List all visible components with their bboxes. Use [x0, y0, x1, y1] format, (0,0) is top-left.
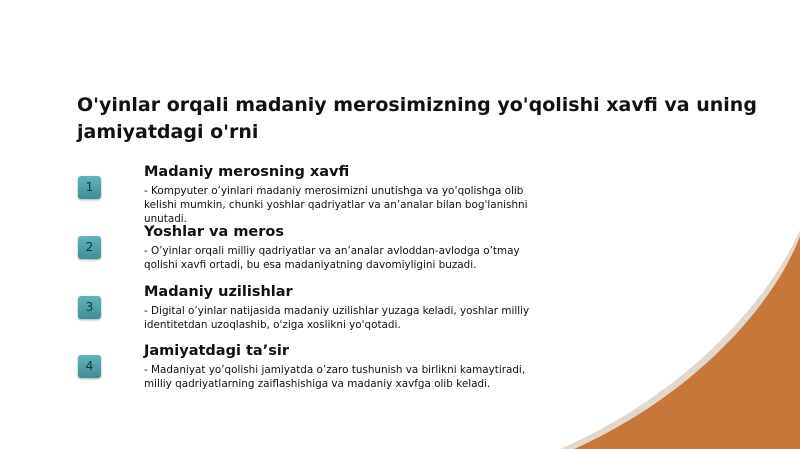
- number-badge: 1: [78, 176, 101, 199]
- item-description: - Digital o’yinlar natijasida madaniy uzilishlar yuzaga keladi, yoshlar milliy identitetdan uzoqlashib, o'ziga xoslikni yo'qotadi.: [144, 305, 530, 331]
- page-title: O'yinlar orqali madaniy merosimizning yo'qolishi xavfi va uning jamiyatdagi o'rni: [77, 94, 757, 143]
- number-badge: 4: [78, 355, 101, 378]
- number-badge: 2: [78, 236, 101, 259]
- item-heading: Madaniy uzilishlar: [144, 284, 293, 300]
- item-description: - Madaniyat yo’qolishi jamiyatda o’zaro tushunish va birlikni kamaytiradi, milliy qadriyatlarning zaiflashishiga va madaniy xavfga olib keladi.: [144, 364, 526, 390]
- item-heading: Yoshlar va meros: [144, 224, 285, 240]
- item-heading: Jamiyatdagi ta’sir: [144, 343, 289, 359]
- item-heading: Madaniy merosning xavfi: [144, 164, 350, 180]
- number-badge: 3: [78, 296, 101, 319]
- item-description: - O’yinlar orqali milliy qadriyatlar va an’analar avloddan-avlodga o’tmay qolishi xavfi ortadi, bu esa madaniyatning davomiyligini buzadi.: [144, 245, 520, 271]
- item-description: - Kompyuter o’yinlari madaniy merosimizni unutishga va yo’qolishga olib kelishi mumkin, chunki yoshlar qadriyatlar va an’analar bilan bog'lanishni unutadi.: [144, 185, 528, 225]
